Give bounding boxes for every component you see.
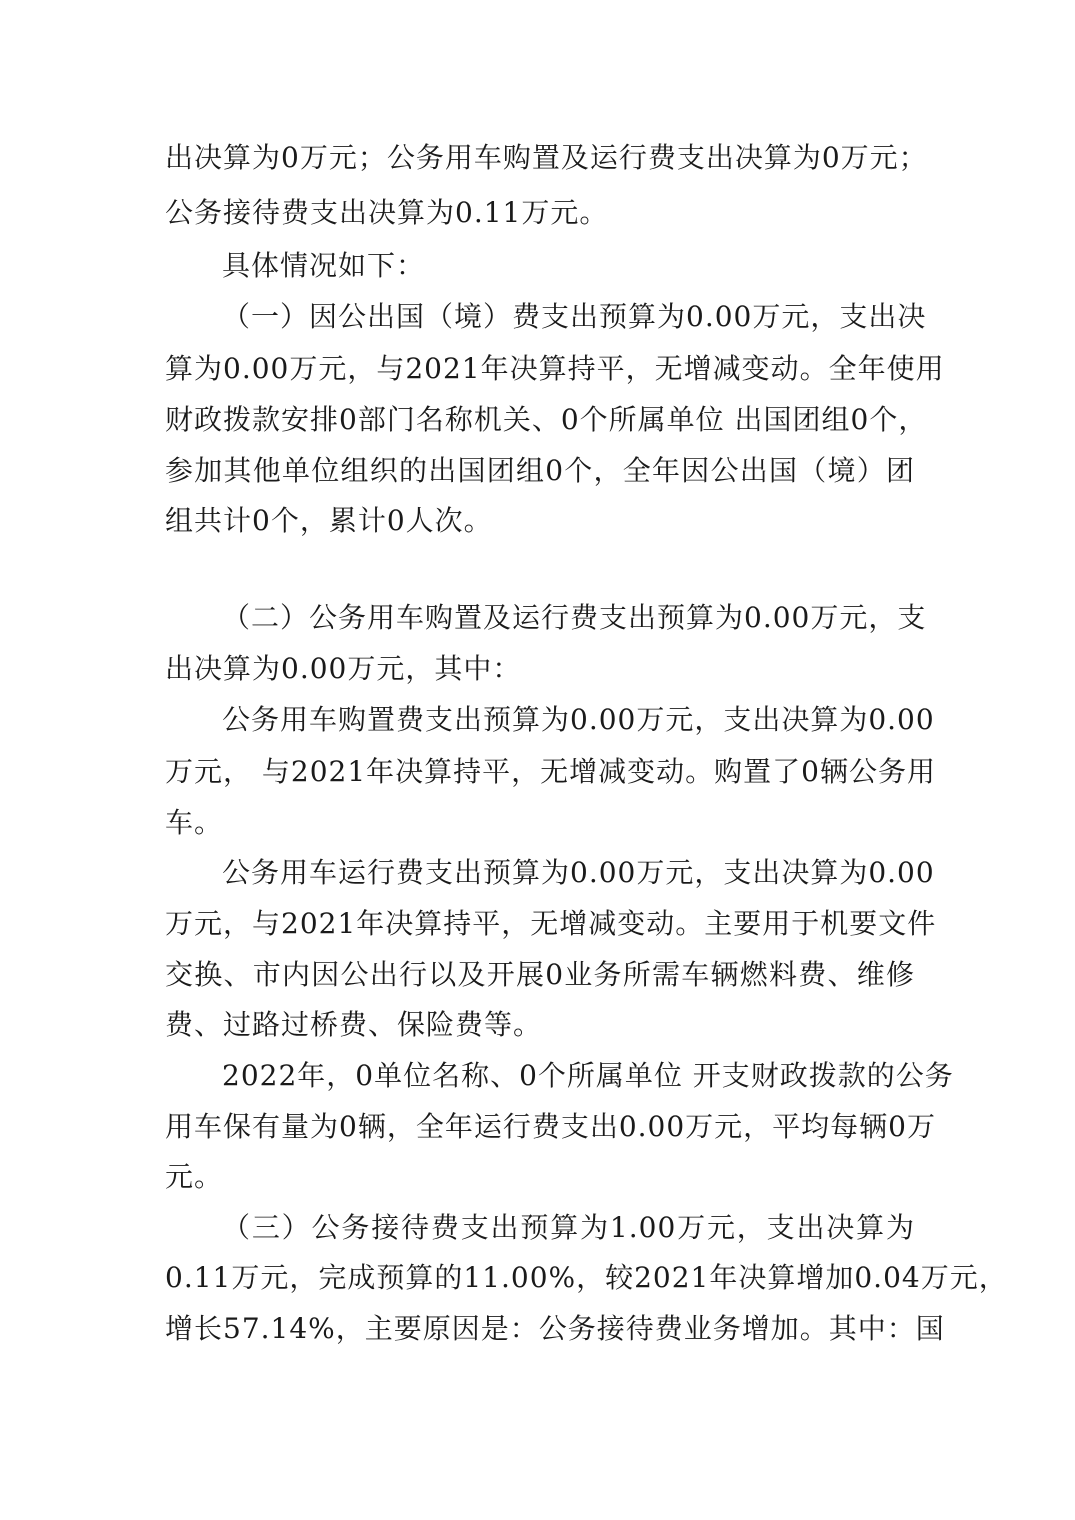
text-line: 出决算为0.00万元，其中： xyxy=(165,652,522,685)
text-line: 交换、市内因公出行以及开展0业务所需车辆燃料费、维修 xyxy=(165,958,915,991)
text-line: 2022年，0单位名称、0个所属单位 开支财政拨款的公务 xyxy=(222,1059,954,1092)
text-line: 车。 xyxy=(165,806,224,839)
text-line: （一）因公出国（境）费支出预算为0.00万元，支出决 xyxy=(222,300,927,333)
text-line: 具体情况如下： xyxy=(222,249,426,282)
text-line: （二）公务用车购置及运行费支出预算为0.00万元，支 xyxy=(222,601,927,634)
text-line: 万元， 与2021年决算持平，无增减变动。购置了0辆公务用 xyxy=(165,755,936,788)
text-line: 财政拨款安排0部门名称机关、0个所属单位 出国团组0个， xyxy=(165,403,928,436)
text-line: 0.11万元，完成预算的11.00%，较2021年决算增加0.04万元， xyxy=(165,1261,1008,1294)
text-line: 元。 xyxy=(165,1160,224,1193)
text-line: （三）公务接待费支出预算为1.00万元，支出决算为 xyxy=(222,1211,915,1244)
text-line: 参加其他单位组织的出国团组0个，全年因公出国（境）团 xyxy=(165,454,915,487)
text-line: 出决算为0万元；公务用车购置及运行费支出决算为0万元； xyxy=(165,141,928,174)
text-line: 费、过路过桥费、保险费等。 xyxy=(165,1008,543,1041)
text-line: 增长57.14%，主要原因是：公务接待费业务增加。其中：国 xyxy=(165,1312,945,1345)
text-line: 用车保有量为0辆，全年运行费支出0.00万元，平均每辆0万 xyxy=(165,1110,936,1143)
text-line: 公务用车运行费支出预算为0.00万元，支出决算为0.00 xyxy=(222,856,935,889)
text-line: 组共计0个，累计0人次。 xyxy=(165,504,493,537)
text-line: 算为0.00万元，与2021年决算持平，无增减变动。全年使用 xyxy=(165,352,945,385)
text-line: 万元，与2021年决算持平，无增减变动。主要用于机要文件 xyxy=(165,907,937,940)
text-line: 公务用车购置费支出预算为0.00万元，支出决算为0.00 xyxy=(222,703,935,736)
text-line: 公务接待费支出决算为0.11万元。 xyxy=(165,196,609,229)
